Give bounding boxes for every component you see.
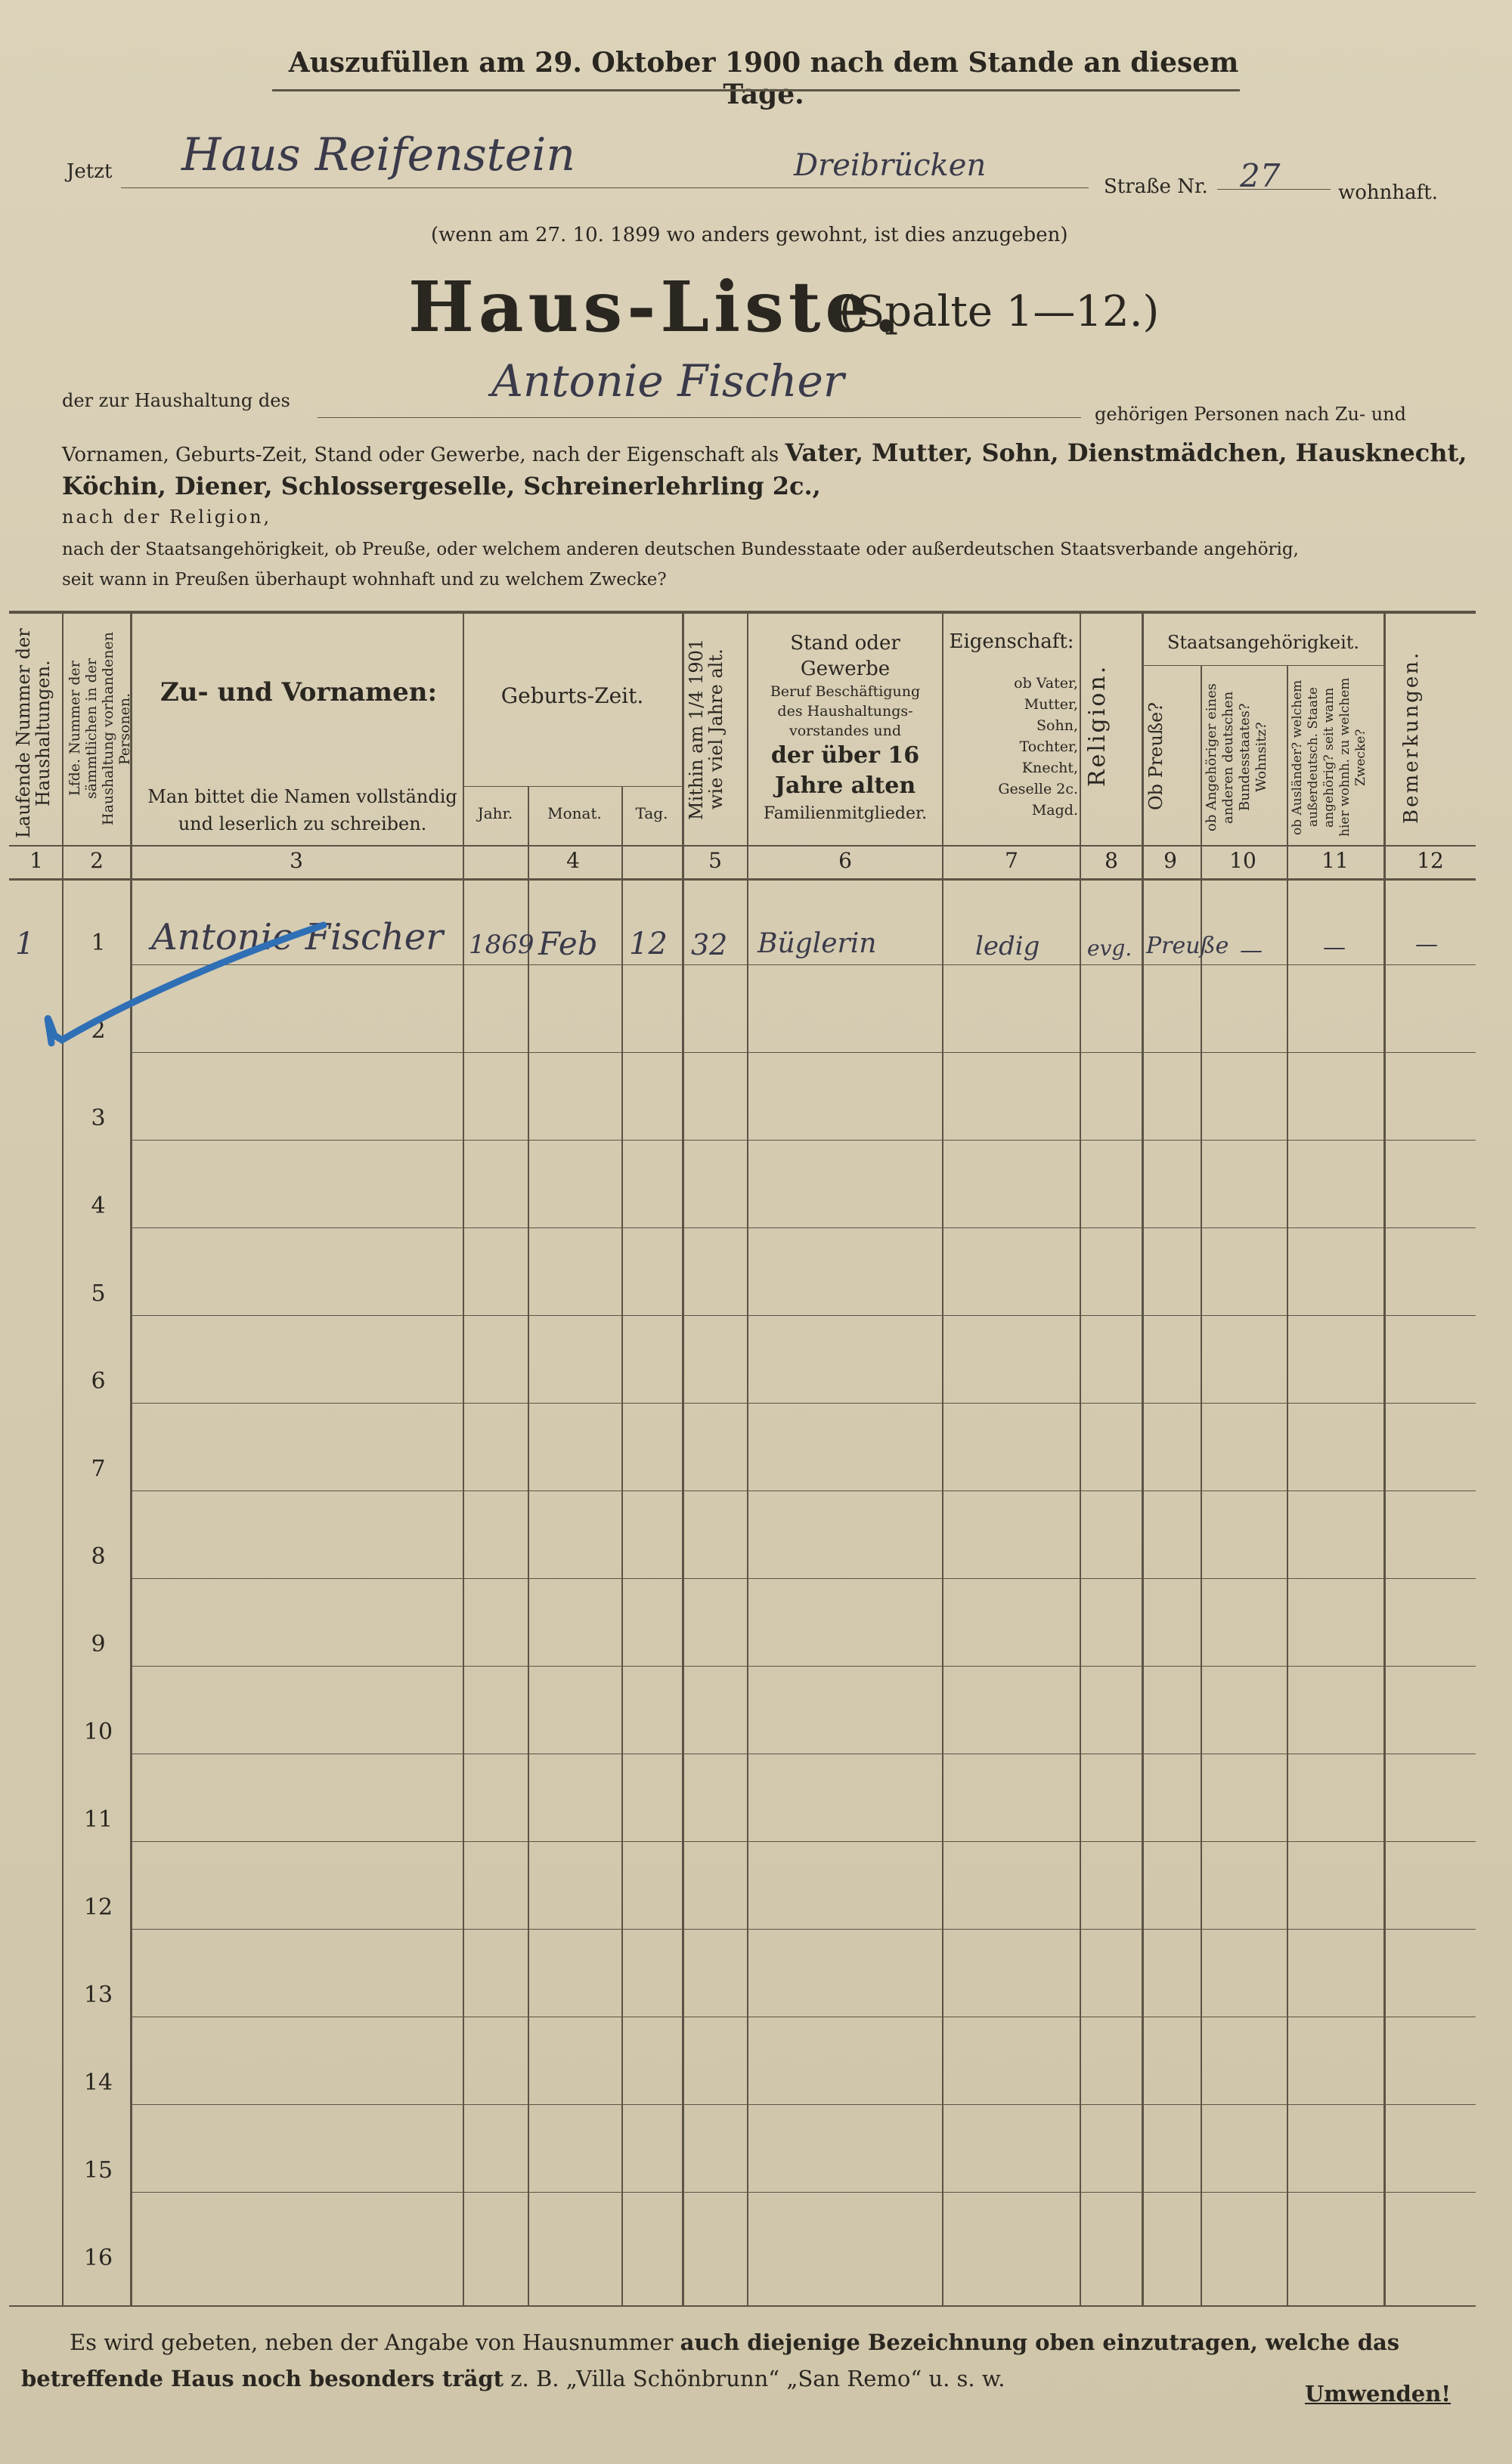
header-col2: Lfde. Nummer der sämmtlichen in der Haushaltung vorhandenen Personen.	[67, 631, 133, 826]
table-bottom-border	[9, 2305, 1476, 2307]
row-line	[130, 1929, 1476, 1930]
header-col12: Bemerkungen.	[1400, 650, 1423, 824]
row-line	[130, 1140, 1476, 1141]
house-number-handwritten: 27	[1240, 157, 1281, 194]
header-col4-jahr: Jahr.	[477, 804, 513, 822]
colnum: 8	[1105, 848, 1118, 873]
entry-col11: —	[1323, 934, 1346, 961]
form-title: Haus-Liste.	[408, 266, 903, 348]
col-divider-3	[463, 611, 464, 2305]
header-col8: Religion.	[1084, 664, 1111, 788]
entry-col10: —	[1240, 937, 1263, 964]
col-divider-1	[62, 611, 64, 2305]
householder-line	[318, 417, 1081, 418]
header-col10: ob Angehöriger eines anderen deutschen Bundesstaates? Wohnsitz?	[1204, 683, 1269, 832]
footer-line1-bold: auch diejenige Bezeichnung oben einzutragen, welche das	[680, 2329, 1400, 2355]
col-divider-4a	[528, 786, 529, 2305]
header-col6-l1: Stand oder	[790, 632, 900, 655]
colnum: 10	[1229, 848, 1256, 873]
header-col11: ob Ausländer? welchem außerdeutsch. Staate angehörig? seit wann hier wohnh. zu welchem Zwecke?	[1290, 677, 1368, 837]
row-line	[130, 2192, 1476, 2193]
colnum: 12	[1417, 848, 1444, 873]
header-col5: Mithin am 1/4 1901 wie viel Jahre alt.	[686, 638, 727, 821]
intro-line2-plain: Vornamen, Geburts-Zeit, Stand oder Gewerbe, nach der Eigenschaft als	[62, 444, 779, 466]
entry-household: 1	[15, 927, 35, 961]
row-number: 7	[91, 1456, 106, 1482]
col-divider-9	[1201, 665, 1202, 2305]
colnum: 9	[1163, 848, 1177, 873]
col-divider-4	[682, 611, 684, 2305]
header-col6-l7: Jahre alten	[774, 772, 916, 799]
footer-line1-plain: Es wird gebeten, neben der Angabe von Hausnummer	[70, 2329, 674, 2355]
header-col7-item: Geselle 2c.	[998, 781, 1078, 797]
header-col7-item: Sohn,	[1036, 717, 1078, 734]
col-divider-2	[130, 611, 132, 2305]
row-number: 16	[83, 2245, 113, 2271]
header-col6-l3: Beruf Beschäftigung	[770, 683, 921, 700]
entry-year: 1869	[469, 930, 534, 960]
row-line	[130, 1315, 1476, 1316]
divider-top	[272, 89, 1240, 91]
row-number: 13	[83, 1982, 113, 2008]
instruction-top: Auszufüllen am 29. Oktober 1900 nach dem Stande an diesem Tage.	[288, 47, 1239, 110]
address-street2-handwritten: Dreibrücken	[794, 148, 987, 183]
colnum-bottom-border	[9, 878, 1476, 881]
geburt-sub-border	[463, 786, 682, 787]
intro-line2-bold: Vater, Mutter, Sohn, Dienstmädchen, Hausknecht,	[785, 438, 1467, 467]
header-col6-l5: vorstandes und	[789, 723, 902, 739]
intro-line5: nach der Staatsangehörigkeit, ob Preuße, oder welchem anderen deutschen Bundesstaate oder außerdeutschen Staatsverbande angehörig,	[62, 540, 1299, 559]
footer-line1	[70, 2329, 1476, 2355]
header-col7-item: Magd.	[1031, 802, 1078, 819]
intro-line1-prefix: der zur Haushaltung des	[62, 390, 290, 411]
header-staats: Staatsangehörigkeit.	[1167, 632, 1360, 653]
row-line	[130, 1403, 1476, 1404]
row-line	[130, 1578, 1476, 1579]
row-number: 14	[83, 2069, 113, 2096]
entry-age: 32	[691, 928, 728, 961]
header-col3-note: Man bittet die Namen vollständig und leserlich zu schreiben.	[147, 786, 457, 834]
table-top-border	[9, 611, 1476, 614]
col-divider-7	[1080, 611, 1081, 2305]
colnum: 5	[708, 848, 722, 873]
entry-name: Antonie Fischer	[151, 916, 444, 958]
entry-religion: evg.	[1087, 936, 1132, 961]
colnum: 6	[838, 848, 852, 873]
header-col7-item: Knecht,	[1021, 760, 1078, 776]
intro-line6: seit wann in Preußen überhaupt wohnhaft und zu welchem Zwecke?	[62, 570, 667, 590]
row-number: 9	[91, 1631, 106, 1658]
header-col1: Laufende Nummer der Haushaltungen.	[13, 628, 54, 838]
header-col7-item: Tochter,	[1019, 738, 1078, 755]
entry-occupation: Büglerin	[758, 928, 877, 959]
footer-line2-bold: betreffende Haus noch besonders trägt	[21, 2366, 504, 2391]
row-line	[130, 2104, 1476, 2105]
colnum: 3	[290, 848, 303, 873]
footer-line2	[21, 2366, 1005, 2391]
col-divider-8	[1142, 611, 1144, 2305]
row-number: 12	[83, 1894, 113, 1921]
staats-sub-border	[1142, 665, 1383, 666]
header-col6-l8: Familienmitglieder.	[763, 804, 928, 823]
col-divider-4b	[621, 786, 623, 2305]
header-bottom-border	[9, 845, 1476, 847]
header-col4-tag: Tag.	[635, 804, 668, 822]
address-prefix: Jetzt	[67, 160, 113, 183]
colnum: 2	[90, 848, 104, 873]
intro-line4: nach der Religion,	[62, 506, 272, 528]
row-number: 4	[91, 1193, 106, 1219]
col-divider-6	[942, 611, 943, 2305]
row-number: 3	[91, 1105, 106, 1131]
row-line	[130, 1490, 1476, 1491]
entry-prussian: Preuße	[1146, 933, 1229, 959]
header-col7-list	[954, 673, 1078, 821]
address-line	[121, 187, 1089, 188]
col-divider-10	[1287, 665, 1288, 2305]
address-suffix: wohnhaft.	[1338, 181, 1438, 204]
header-col6	[748, 630, 942, 827]
header-col6-l4: des Haushaltungs-	[777, 703, 913, 720]
intro-line3: Köchin, Diener, Schlossergeselle, Schreinerlehrling 2c.,	[62, 472, 821, 500]
address-street-handwritten: Haus Reifenstein	[181, 128, 576, 181]
header-col4-monat: Monat.	[547, 804, 602, 822]
house-number-line	[1217, 189, 1331, 190]
entry-month: Feb	[538, 925, 598, 962]
intro-line1-suffix: gehörigen Personen nach Zu- und	[1095, 404, 1406, 425]
col-divider-5	[747, 611, 748, 2305]
intro-line2	[62, 438, 1467, 467]
entry-col12: —	[1415, 931, 1438, 958]
householder-handwritten: Antonie Fischer	[491, 355, 844, 407]
header-col7-title: Eigenschaft:	[949, 630, 1074, 653]
entry-status: ledig	[975, 931, 1040, 961]
street-label: Straße Nr.	[1104, 175, 1208, 198]
address-note: (wenn am 27. 10. 1899 wo anders gewohnt, ist dies anzugeben)	[431, 224, 1068, 246]
turn-over-label: Umwenden!	[1305, 2381, 1452, 2407]
row-number: 2	[91, 1017, 106, 1044]
header-col7-item: ob Vater,	[1014, 675, 1078, 692]
row-line	[130, 1841, 1476, 1842]
row-number: 15	[83, 2157, 113, 2184]
blue-check-mark	[30, 907, 348, 1058]
entry-day: 12	[629, 927, 668, 961]
row-number: 10	[83, 1719, 113, 1745]
row-line	[130, 1666, 1476, 1667]
footer-line2-plain: z. B. „Villa Schönbrunn“ „San Remo“ u. s. w.	[510, 2366, 1005, 2391]
form-subtitle: (Spalte 1—12.)	[839, 287, 1160, 336]
header-col7-item: Mutter,	[1024, 696, 1078, 713]
header-col4-title: Geburts-Zeit.	[500, 683, 644, 708]
header-col3-title: Zu- und Vornamen:	[160, 677, 437, 707]
row-number: 1	[91, 930, 106, 956]
colnum: 1	[29, 848, 43, 873]
row-number: 8	[91, 1543, 106, 1570]
header-col9: Ob Preuße?	[1145, 701, 1167, 810]
colnum: 7	[1005, 848, 1018, 873]
row-number: 6	[91, 1368, 106, 1395]
row-number: 5	[91, 1280, 106, 1307]
row-number: 11	[83, 1806, 113, 1833]
col-divider-11	[1383, 611, 1386, 2305]
colnum: 4	[566, 848, 580, 873]
colnum: 11	[1321, 848, 1349, 873]
header-col6-l2: Gewerbe	[800, 658, 891, 680]
row-line	[130, 1227, 1476, 1228]
header-col6-l6: der über 16	[770, 742, 920, 769]
